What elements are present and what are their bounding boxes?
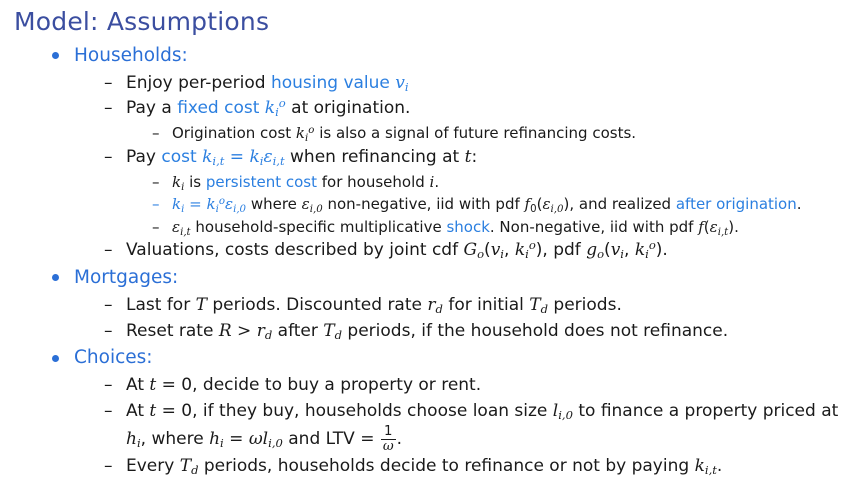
outline-list (48, 43, 855, 480)
dash-icon: – (104, 320, 113, 341)
item-text: At t = 0, decide to buy a property or rent. (126, 375, 482, 396)
item-text: Last for T periods. Discounted rate $r_d$ for initial $T_d$ periods. (126, 294, 622, 316)
item-text: $k_i$ is persistent cost for household i. (172, 172, 440, 193)
households-items (104, 71, 855, 264)
section-heading-choices: Choices: (74, 347, 153, 369)
list-item (104, 71, 855, 97)
dash-icon: – (104, 400, 113, 421)
item-text: Pay a fixed cost $k_i^o$ at origination. (126, 96, 411, 120)
dash-icon: – (152, 124, 160, 143)
dash-icon: – (104, 98, 113, 119)
item-text: Every $T_d$ periods, households decide to refinance or not by paying $k_{i,t}$. (126, 455, 723, 477)
item-text: $\varepsilon_{i,t}$ household-specific multiplicative shock. Non-negative, iid with pdf $f(\varepsilon_{i,t})$. (172, 217, 739, 238)
list-item (104, 399, 855, 454)
list-item (104, 145, 855, 238)
dash-icon: – (104, 375, 113, 396)
section-mortgages (48, 265, 855, 344)
item-text: Enjoy per-period housing value $v_i$ (126, 72, 409, 94)
item-text: $k_i = k_i^o\varepsilon_{i,0}$ where $\varepsilon_{i,0}$ non-negative, iid with pdf $f_0(\varepsilon_{i,0})$, and realized after origination. (172, 195, 802, 215)
item-text: At t = 0, if they buy, households choose loan size $l_{i,0}$ to finance a property priced at $h_i$, where $h_i = \omega l_{i,0}$ and LTV = $\frac{1}{\omega}$ . (126, 400, 839, 454)
list-item (104, 373, 855, 399)
list-item (152, 171, 855, 194)
dash-icon: – (104, 146, 113, 167)
list-item (104, 454, 855, 480)
origination-subitems (152, 122, 855, 145)
dash-icon: – (152, 172, 160, 191)
dash-icon: – (152, 195, 160, 214)
bullet-icon (52, 274, 59, 281)
list-item (152, 193, 855, 216)
dash-icon: – (152, 217, 160, 236)
list-item (152, 216, 855, 239)
mortgages-items (104, 293, 855, 345)
section-heading-households: Households: (74, 44, 188, 66)
section-heading-mortgages: Mortgages: (74, 266, 179, 288)
bullet-icon (52, 355, 59, 362)
item-text: Valuations, costs described by joint cdf $G_o(v_i$, $k_i^o$), pdf $g_o(v_i$, $k_i^o$). (126, 238, 668, 262)
dash-icon: – (104, 72, 113, 93)
item-text: Reset rate $R > r_d$ after $T_d$ periods, if the household does not refinance. (126, 320, 729, 342)
dash-icon: – (104, 294, 113, 315)
list-item (104, 96, 855, 144)
item-text: Pay cost $k_{i,t} = k_i\varepsilon_{i,t}$ when refinancing at t: (126, 146, 478, 168)
list-item (104, 319, 855, 345)
section-households (48, 43, 855, 264)
page-title: Model: Assumptions (14, 7, 270, 36)
dash-icon: – (104, 455, 113, 476)
list-item (152, 122, 855, 145)
bullet-icon (52, 52, 59, 59)
dash-icon: – (104, 240, 113, 261)
list-item (104, 293, 855, 319)
section-choices (48, 345, 855, 479)
list-item (104, 238, 855, 264)
choices-items (104, 373, 855, 479)
refinancing-cost-subitems (152, 171, 855, 239)
item-text: Origination cost $k_i^o$ is also a signal of future refinancing costs. (172, 124, 637, 145)
